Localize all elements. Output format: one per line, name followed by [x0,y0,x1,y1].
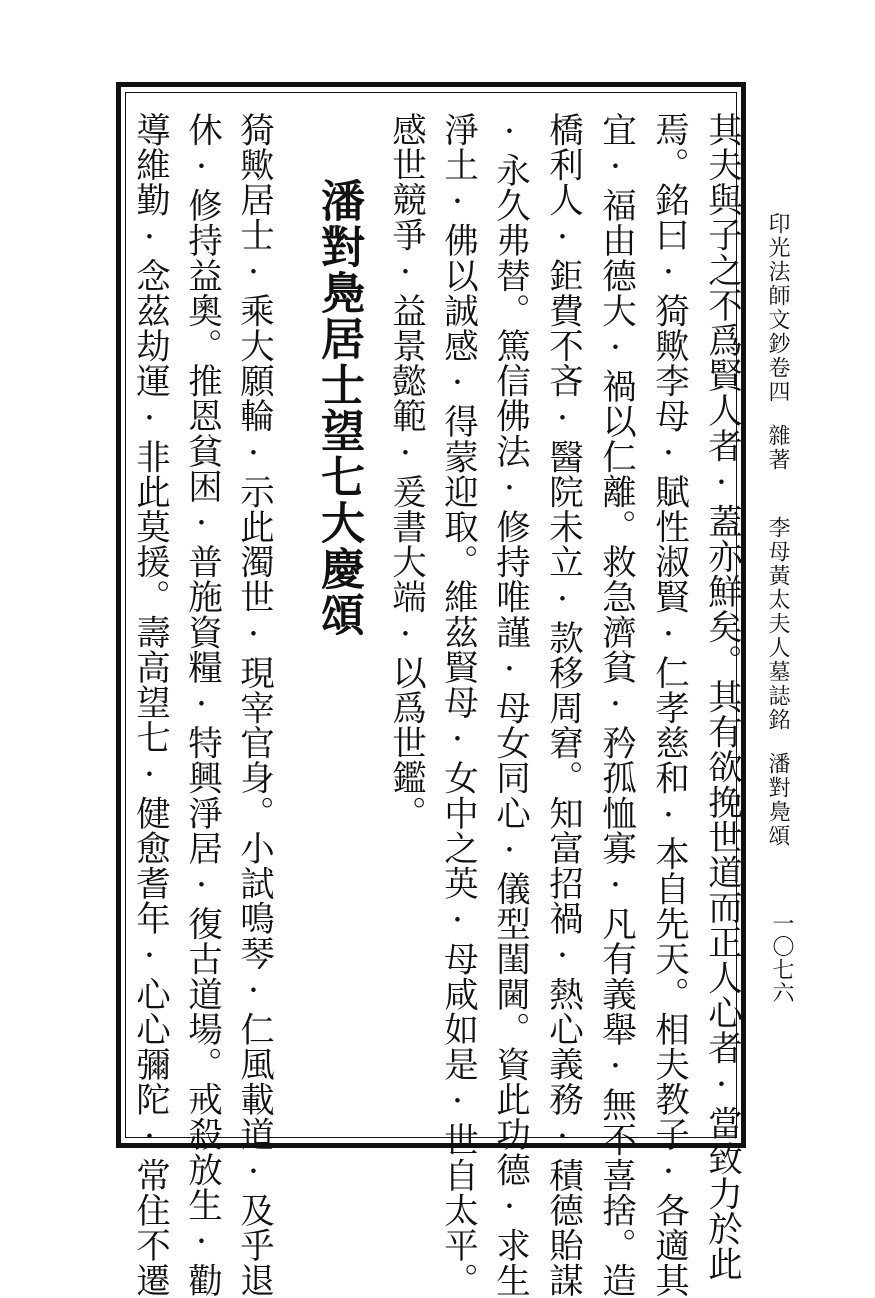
text-line-4: 橋利人·鉅費不吝·醫院未立·款移周窘。知富招禍·熱心義務·積德貽謀 [542,112,583,1298]
text-line-5: ·永久弗替。篤信佛法·修持唯謹·母女同心·儀型閨閫。資此功德·求生 [489,112,530,1298]
page-number: 一〇七六 [769,912,794,1004]
article-title-1: 李母黃太夫人墓誌銘 [765,516,790,732]
running-header [766,212,788,848]
text-line-1: 其夫與子之不爲賢人者·蓋亦鮮矣。其有欲挽世道而正人心者·當致力於此 [701,112,742,1282]
book-title: 印光法師文鈔卷四 [765,212,790,404]
text-line-6: 淨土·佛以誠感·得蒙迎取。維茲賢母·女中之英·母咸如是·世自太平。 [437,112,478,1298]
section-label: 雜著 [765,424,790,472]
text-line-7: 感世競爭·益景懿範·爰書大端·以爲世鑑。 [385,112,426,831]
text-line-3: 宜·福由德大·禍以仁離。救急濟貧·矜孤恤寡·凡有義舉·無不喜捨。造 [595,112,636,1298]
verse-line-3: 導維勤·念茲劫運·非此莫援。壽高望七·健愈耆年·心心彌陀·常住不遷 [129,112,170,1298]
section-heading: 潘對鳧居士望七大慶頌 [313,178,364,638]
article-title-2: 潘對鳧頌 [765,752,790,848]
text-line-2: 焉。銘曰·猗歟李母·賦性淑賢·仁孝慈和·本自先天。相夫教子·各適其 [648,112,689,1298]
verse-line-2: 休·修持益奧。推恩貧困·普施資糧·特興淨居·復古道場。戒殺放生·勸 [181,112,222,1298]
verse-line-1: 猗歟居士·乘大願輪·示此濁世·現宰官身。小試鳴琴·仁風載道·及乎退 [233,112,274,1298]
